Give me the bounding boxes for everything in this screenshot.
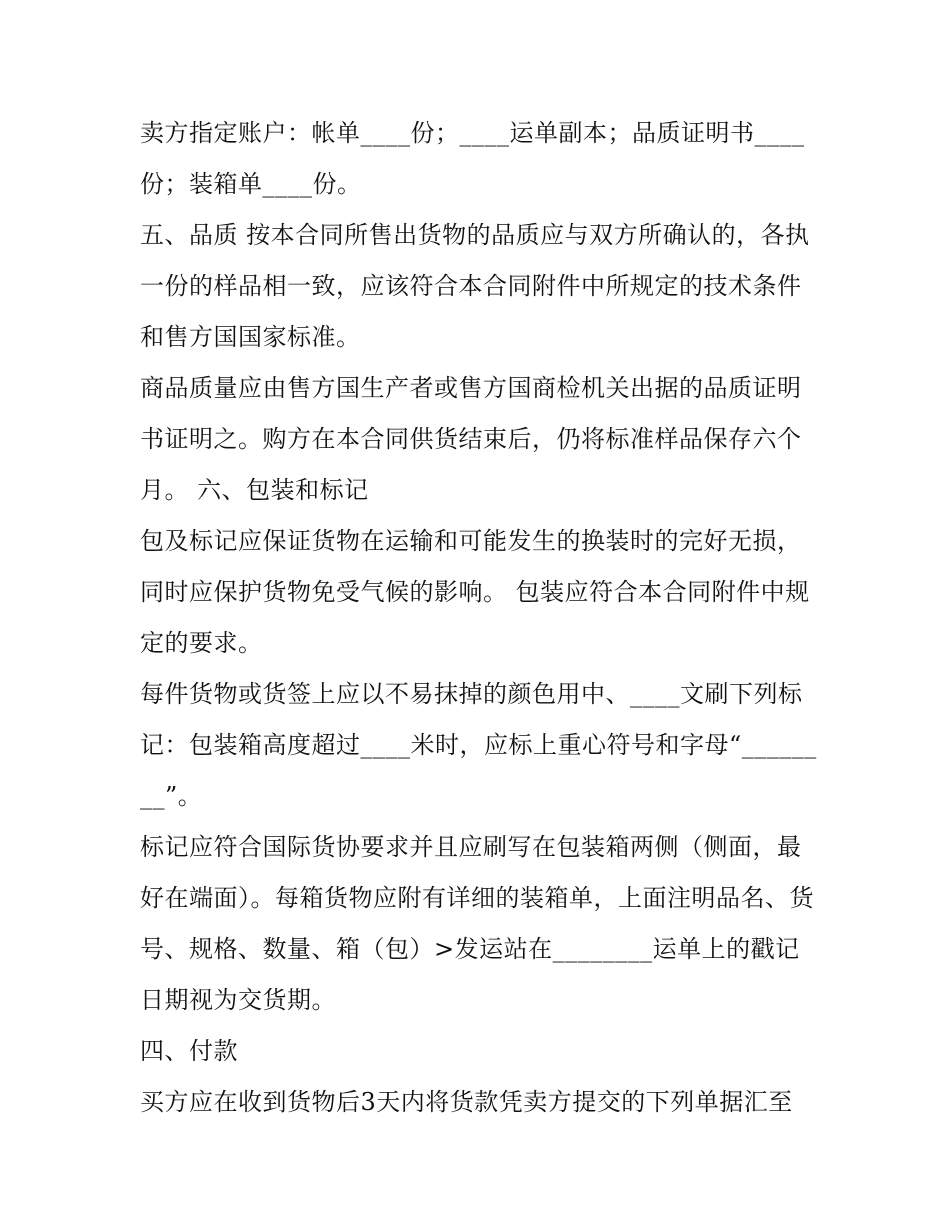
section-heading-payment: 四、付款 bbox=[140, 1037, 238, 1065]
paragraph-marking: 每件货物或货签上应以不易抹掉的颜色用中、____文刷下列标记：包装箱高度超过____米时，应标上重心符号和字母“________”。 bbox=[140, 680, 817, 810]
paragraph-quality: 五、品质 按本合同所售出货物的品质应与双方所确认的，各执一份的样品相一致，应该符合本合同附件中所规定的技术条件和售方国国家标准。 bbox=[140, 221, 810, 351]
paragraph-seller-account: 卖方指定账户：帐单____份；____运单副本；品质证明书____份；装箱单____份。 bbox=[140, 119, 805, 198]
paragraph-quality-certificate: 商品质量应由售方国生产者或售方国商检机关出据的品质证明书证明之。购方在本合同供货结束后，仍将标准样品保存六个月。 六、包装和标记 bbox=[140, 374, 802, 504]
paragraph-payment: 买方应在收到货物后3天内将货款凭卖方提交的下列单据汇至 bbox=[140, 1088, 793, 1116]
paragraph-marking-requirements: 标记应符合国际货协要求并且应刷写在包装箱两侧（侧面，最好在端面）。每箱货物应附有详细的装箱单，上面注明品名、货号、规格、数量、箱（包）>发运站在________运单上的戳记日期视为交货期。 bbox=[140, 833, 814, 1014]
paragraph-packaging: 包及标记应保证货物在运输和可能发生的换装时的完好无损，同时应保护货物免受气候的影响。 包装应符合本合同附件中规定的要求。 bbox=[140, 527, 810, 657]
document-body bbox=[140, 108, 820, 1128]
